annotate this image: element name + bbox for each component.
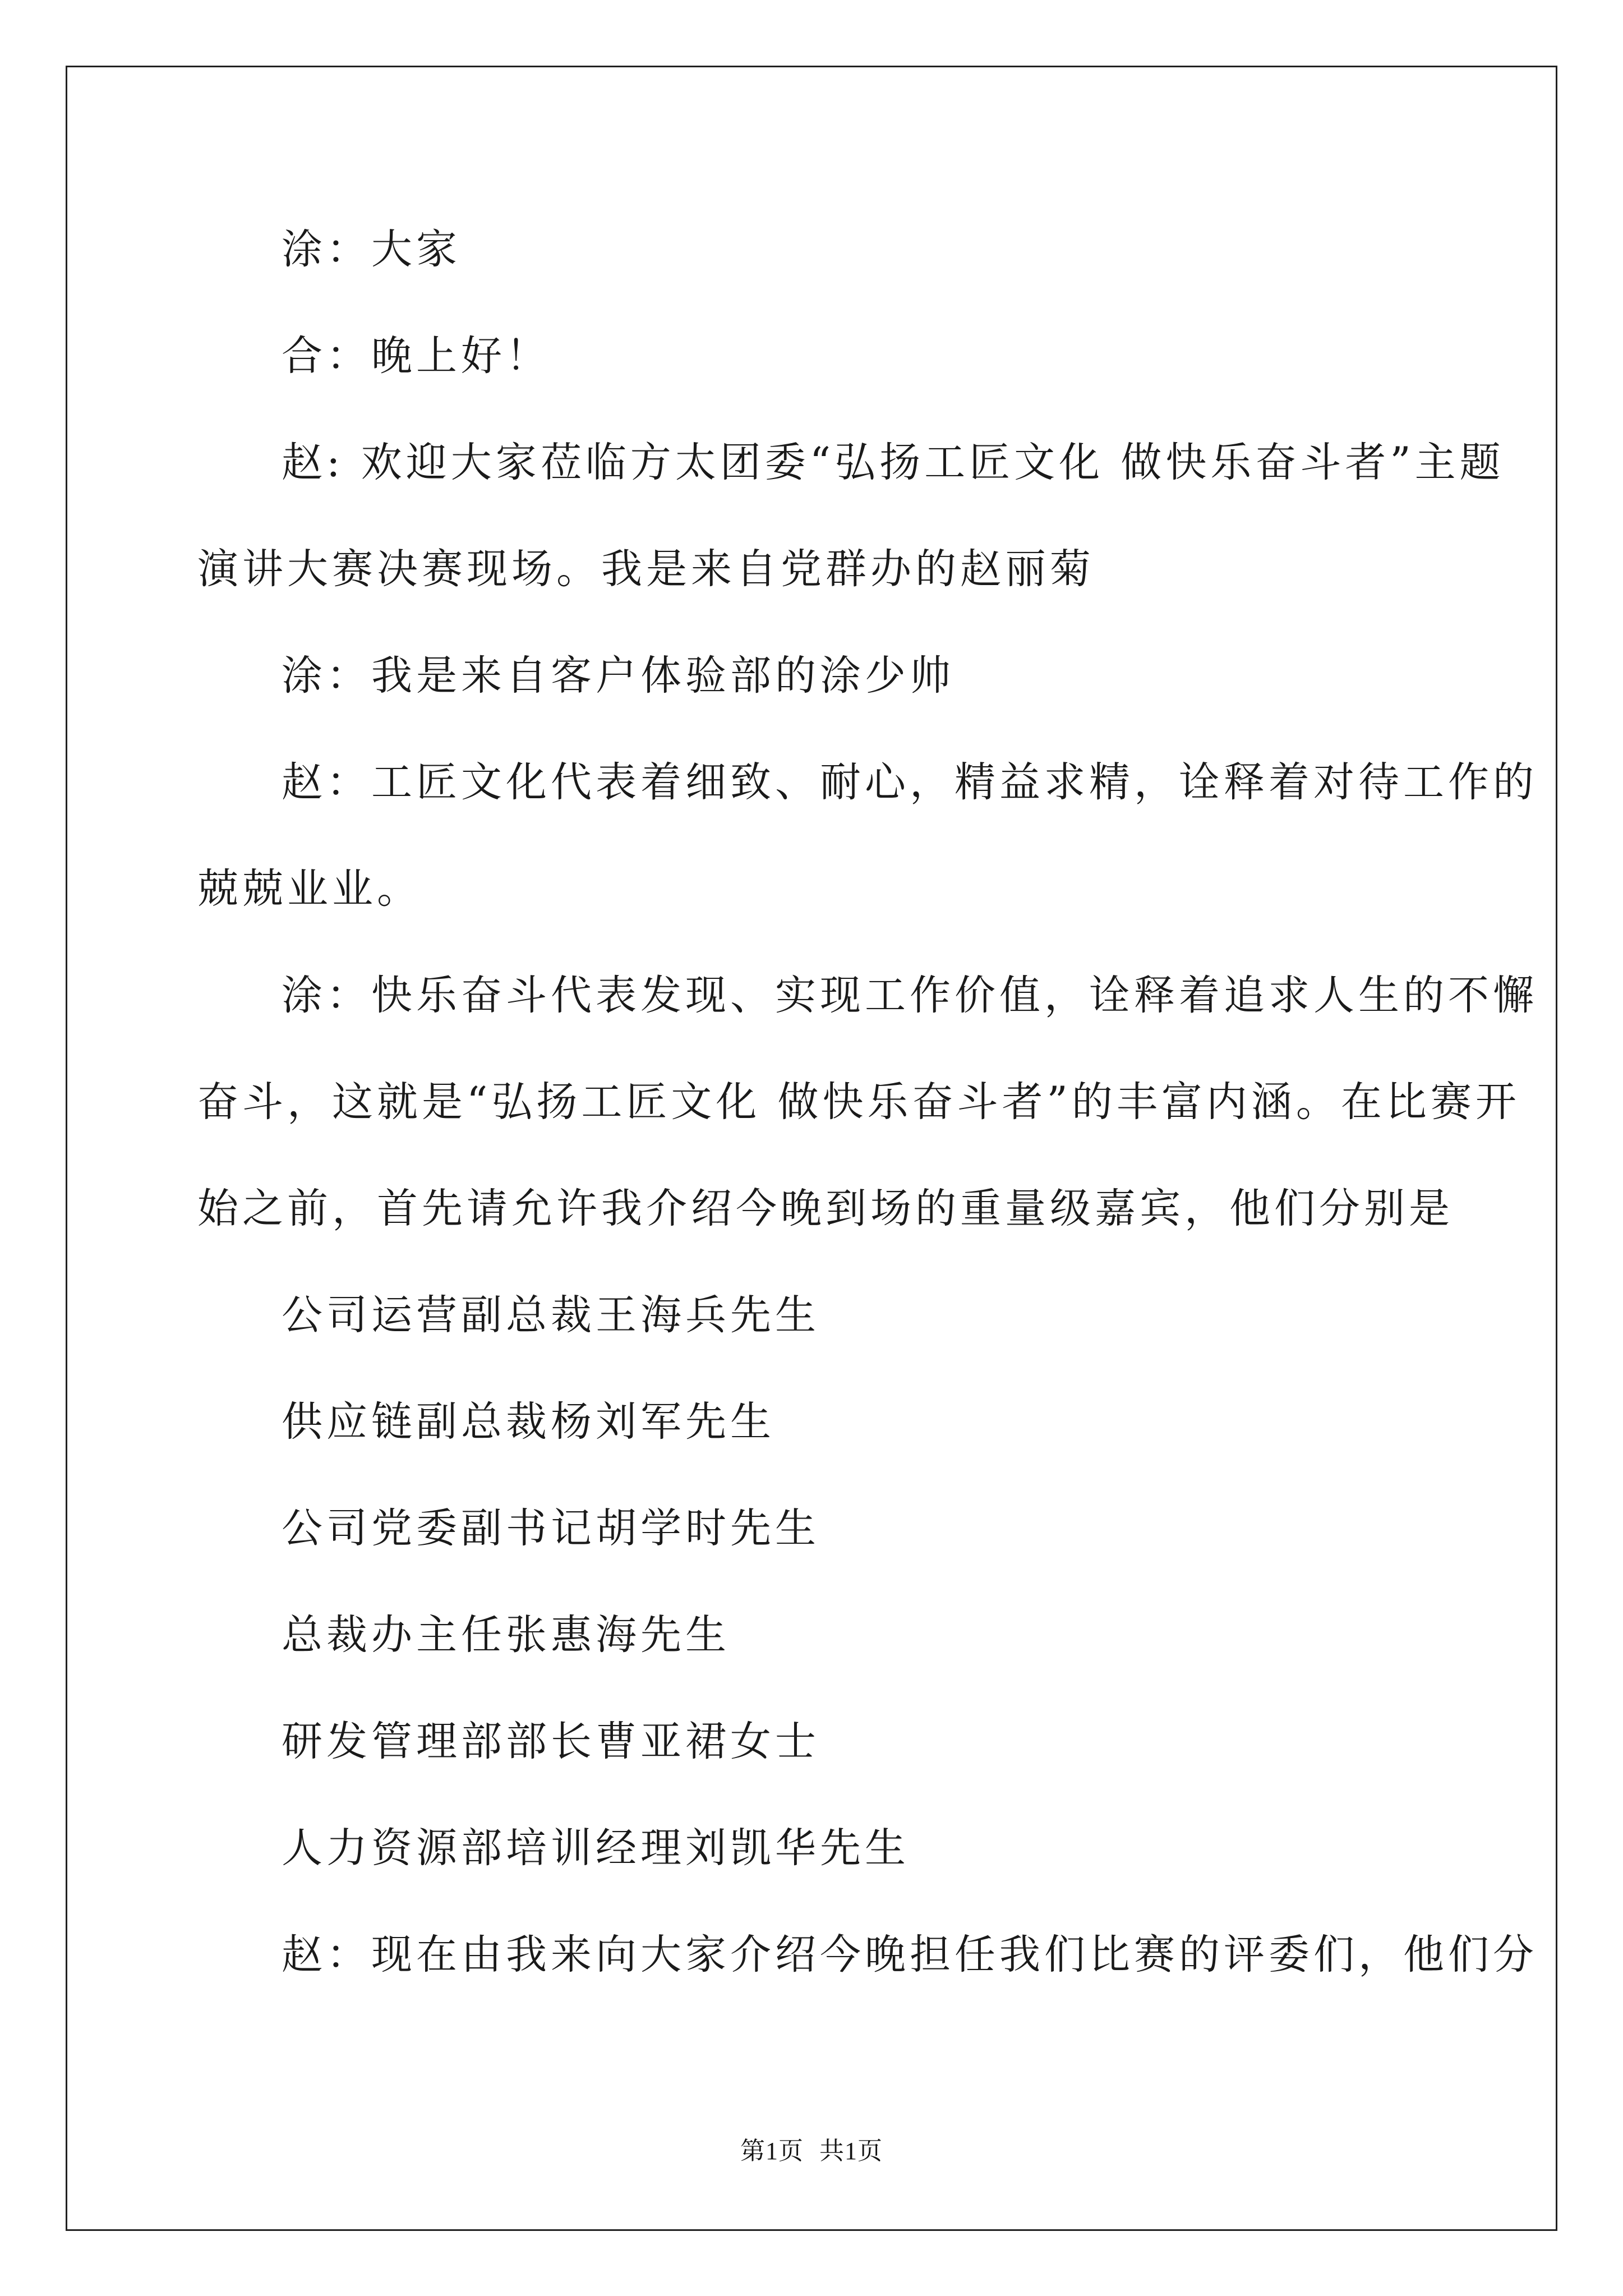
paragraph-line: 始之前，首先请允许我介绍今晚到场的重量级嘉宾，他们分别是 xyxy=(197,1185,1454,1232)
guest-line: 研发管理部部长曹亚裙女士 xyxy=(282,1718,820,1765)
guest-line: 总裁办主任张惠海先生 xyxy=(282,1611,730,1659)
paragraph-line: 奋斗，这就是“弘扬工匠文化 做快乐奋斗者”的丰富内涵。在比赛开 xyxy=(197,1078,1520,1126)
paragraph-line: 合：晚上好！ xyxy=(282,332,551,380)
paragraph-line: 赵：工匠文化代表着细致、耐心，精益求精，诠释着对待工作的 xyxy=(282,758,1538,806)
guest-line: 人力资源部培训经理刘凯华先生 xyxy=(282,1824,910,1872)
paragraph-line: 涂：大家 xyxy=(282,226,461,273)
guest-line: 供应链副总裁杨刘军先生 xyxy=(282,1398,775,1446)
paragraph-line: 兢兢业业。 xyxy=(197,865,422,913)
page-number: 第1页 xyxy=(740,2137,804,2165)
paragraph-line: 涂：我是来自客户体验部的涂少帅 xyxy=(282,652,955,700)
guest-line: 公司运营副总裁王海兵先生 xyxy=(282,1291,820,1339)
paragraph-line: 赵：现在由我来向大家介绍今晚担任我们比赛的评委们，他们分 xyxy=(282,1931,1538,1978)
paragraph-line: 演讲大赛决赛现场。我是来自党群办的赵丽菊 xyxy=(197,545,1095,593)
paragraph-line: 涂：快乐奋斗代表发现、实现工作价值，诠释着追求人生的不懈 xyxy=(282,972,1538,1019)
page-footer xyxy=(0,2131,1623,2166)
paragraph-line: 赵: 欢迎大家莅临方太团委“弘扬工匠文化 做快乐奋斗者”主题 xyxy=(282,439,1505,486)
page-total: 共1页 xyxy=(819,2137,883,2165)
page-border xyxy=(66,66,1557,2231)
guest-line: 公司党委副书记胡学时先生 xyxy=(282,1504,820,1552)
